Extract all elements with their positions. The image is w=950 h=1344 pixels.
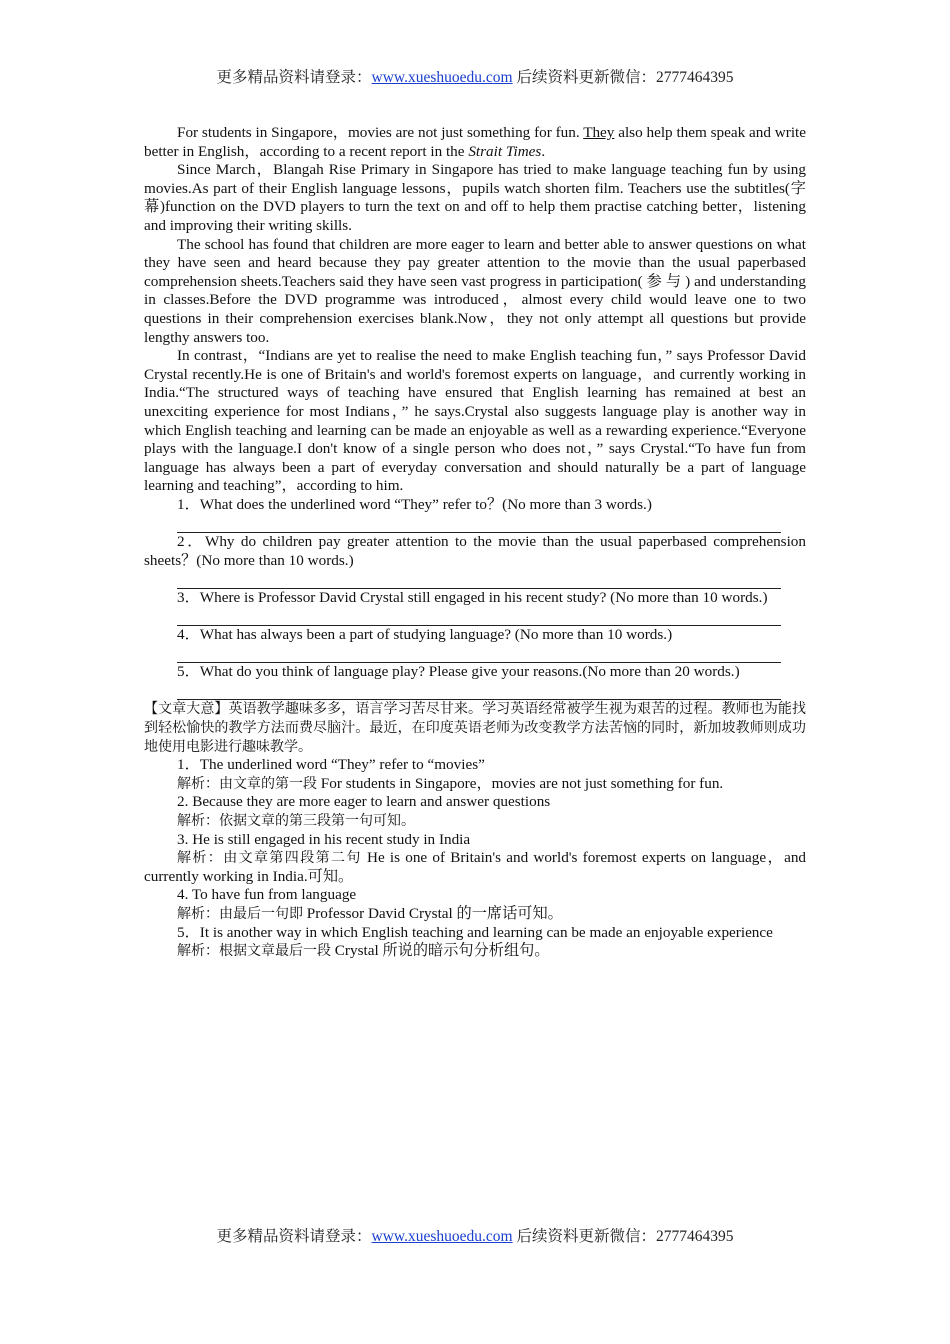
answer-line-5[interactable] — [177, 682, 781, 701]
explanation-2: 解析：依据文章的第三段第一句可知。 — [177, 812, 415, 829]
answer-5: 5．It is another way in which English teaching and learning can be made an enjoyable experience — [177, 923, 773, 941]
header-suffix: 后续资料更新微信：2777464395 — [512, 69, 734, 86]
question-5: 5．What do you think of language play? Please give your reasons.(No more than 20 words.) — [177, 663, 740, 681]
source-title: Strait Times — [468, 142, 542, 160]
header-prefix: 更多精品资料请登录： — [216, 69, 372, 86]
header-link[interactable]: www.xueshuoedu.com — [371, 69, 513, 86]
answer-2: 2. Because they are more eager to learn and answer questions — [177, 793, 551, 811]
answer-line-3[interactable] — [177, 607, 781, 626]
explanation-5: 解析：根据文章最后一段 Crystal 所说的暗示句分析组句。 — [177, 942, 550, 960]
question-2: 2．Why do children pay greater attention to the movie than the usual paperbased comprehension sheets？(No more than 10 words.) — [144, 533, 806, 569]
explanation-4: 解析：由最后一句即 Professor David Crystal 的一席话可知。 — [177, 904, 563, 922]
question-4: 4．What has always been a part of studying language? (No more than 10 words.) — [177, 626, 673, 644]
document-body — [144, 124, 806, 961]
page-footer — [0, 1227, 950, 1247]
footer-suffix: 后续资料更新微信：2777464395 — [512, 1228, 734, 1245]
footer-prefix: 更多精品资料请登录： — [216, 1228, 372, 1245]
passage-paragraph-2: Since March，Blangah Rise Primary in Singapore has tried to make language teaching fun by using movies.As part of their English language lessons，pupils watch shorten film. Teachers use the subtitles(字幕)function on the DVD players to turn the text on and off to help them practise catching better，listening and improving their writing skills. — [144, 161, 806, 234]
answer-line-4[interactable] — [177, 645, 781, 664]
explanation-1: 解析：由文章的第一段 For students in Singapore，movies are not just something for fun. — [177, 774, 724, 792]
passage-paragraph-3: The school has found that children are more eager to learn and better able to answer questions on what they have seen and heard because they pay greater attention to the movie than the usual paperbased comprehension sheets.Teachers said they have seen vast progress in participation( 参 与 ) and understanding in classes.Before the DVD programme was introduced，almost every child would leave one to two questions in their comprehension exercises blank.Now，they not only attempt all questions but provide lengthy answers too. — [144, 235, 806, 346]
summary-label: 【文章大意】 — [144, 701, 229, 718]
answer-3: 3. He is still engaged in his recent study in India — [177, 830, 471, 848]
passage-paragraph-4: In contrast，“Indians are yet to realise the need to make English teaching fun，” says Professor David Crystal recently.He is one of Britain's and world's foremost experts on language，and currently working in India.“The structured ways of teaching have ensured that English learning has remained at best an unexciting experience for most Indians，” he says.Crystal also suggests language play is another way in which English teaching and learning can be made an enjoyable as well as a rewarding experience.“Everyone plays with the language.I don't know of a single person who does not，” says Crystal.“To have fun from language has always been a part of everyday conversation and should naturally be a part of language learning and teaching”，according to him. — [144, 347, 806, 495]
passage-paragraph-1: For students in Singapore，movies are not just something for fun. They also help them speak and write better in English，according to a recent report in the Strait Times. — [144, 124, 806, 160]
answer-line-1[interactable] — [177, 514, 781, 533]
question-1: 1．What does the underlined word “They” refer to？(No more than 3 words.) — [177, 495, 652, 513]
answer-1: 1．The underlined word “They” refer to “movies” — [177, 756, 485, 774]
explanation-3: 解析：由文章第四段第二句 He is one of Britain's and world's foremost experts on language，and currently working in India.可知。 — [144, 849, 807, 885]
answer-4: 4. To have fun from language — [177, 886, 357, 904]
page-header — [0, 68, 950, 88]
summary-text: 英语教学趣味多多，语言学习苦尽甘来。学习英语经常被学生视为艰苦的过程。教师也为能找到轻松愉快的教学方法而费尽脑汁。最近，在印度英语老师为改变教学方法苦恼的同时，新加坡教师则成功地使用电影进行趣味教学。 — [144, 701, 807, 755]
answer-line-2[interactable] — [177, 570, 781, 589]
footer-link[interactable]: www.xueshuoedu.com — [371, 1228, 513, 1245]
question-3: 3．Where is Professor David Crystal still engaged in his recent study? (No more than 10 words.) — [177, 588, 768, 606]
summary — [144, 700, 806, 756]
underlined-they: They — [583, 124, 615, 141]
